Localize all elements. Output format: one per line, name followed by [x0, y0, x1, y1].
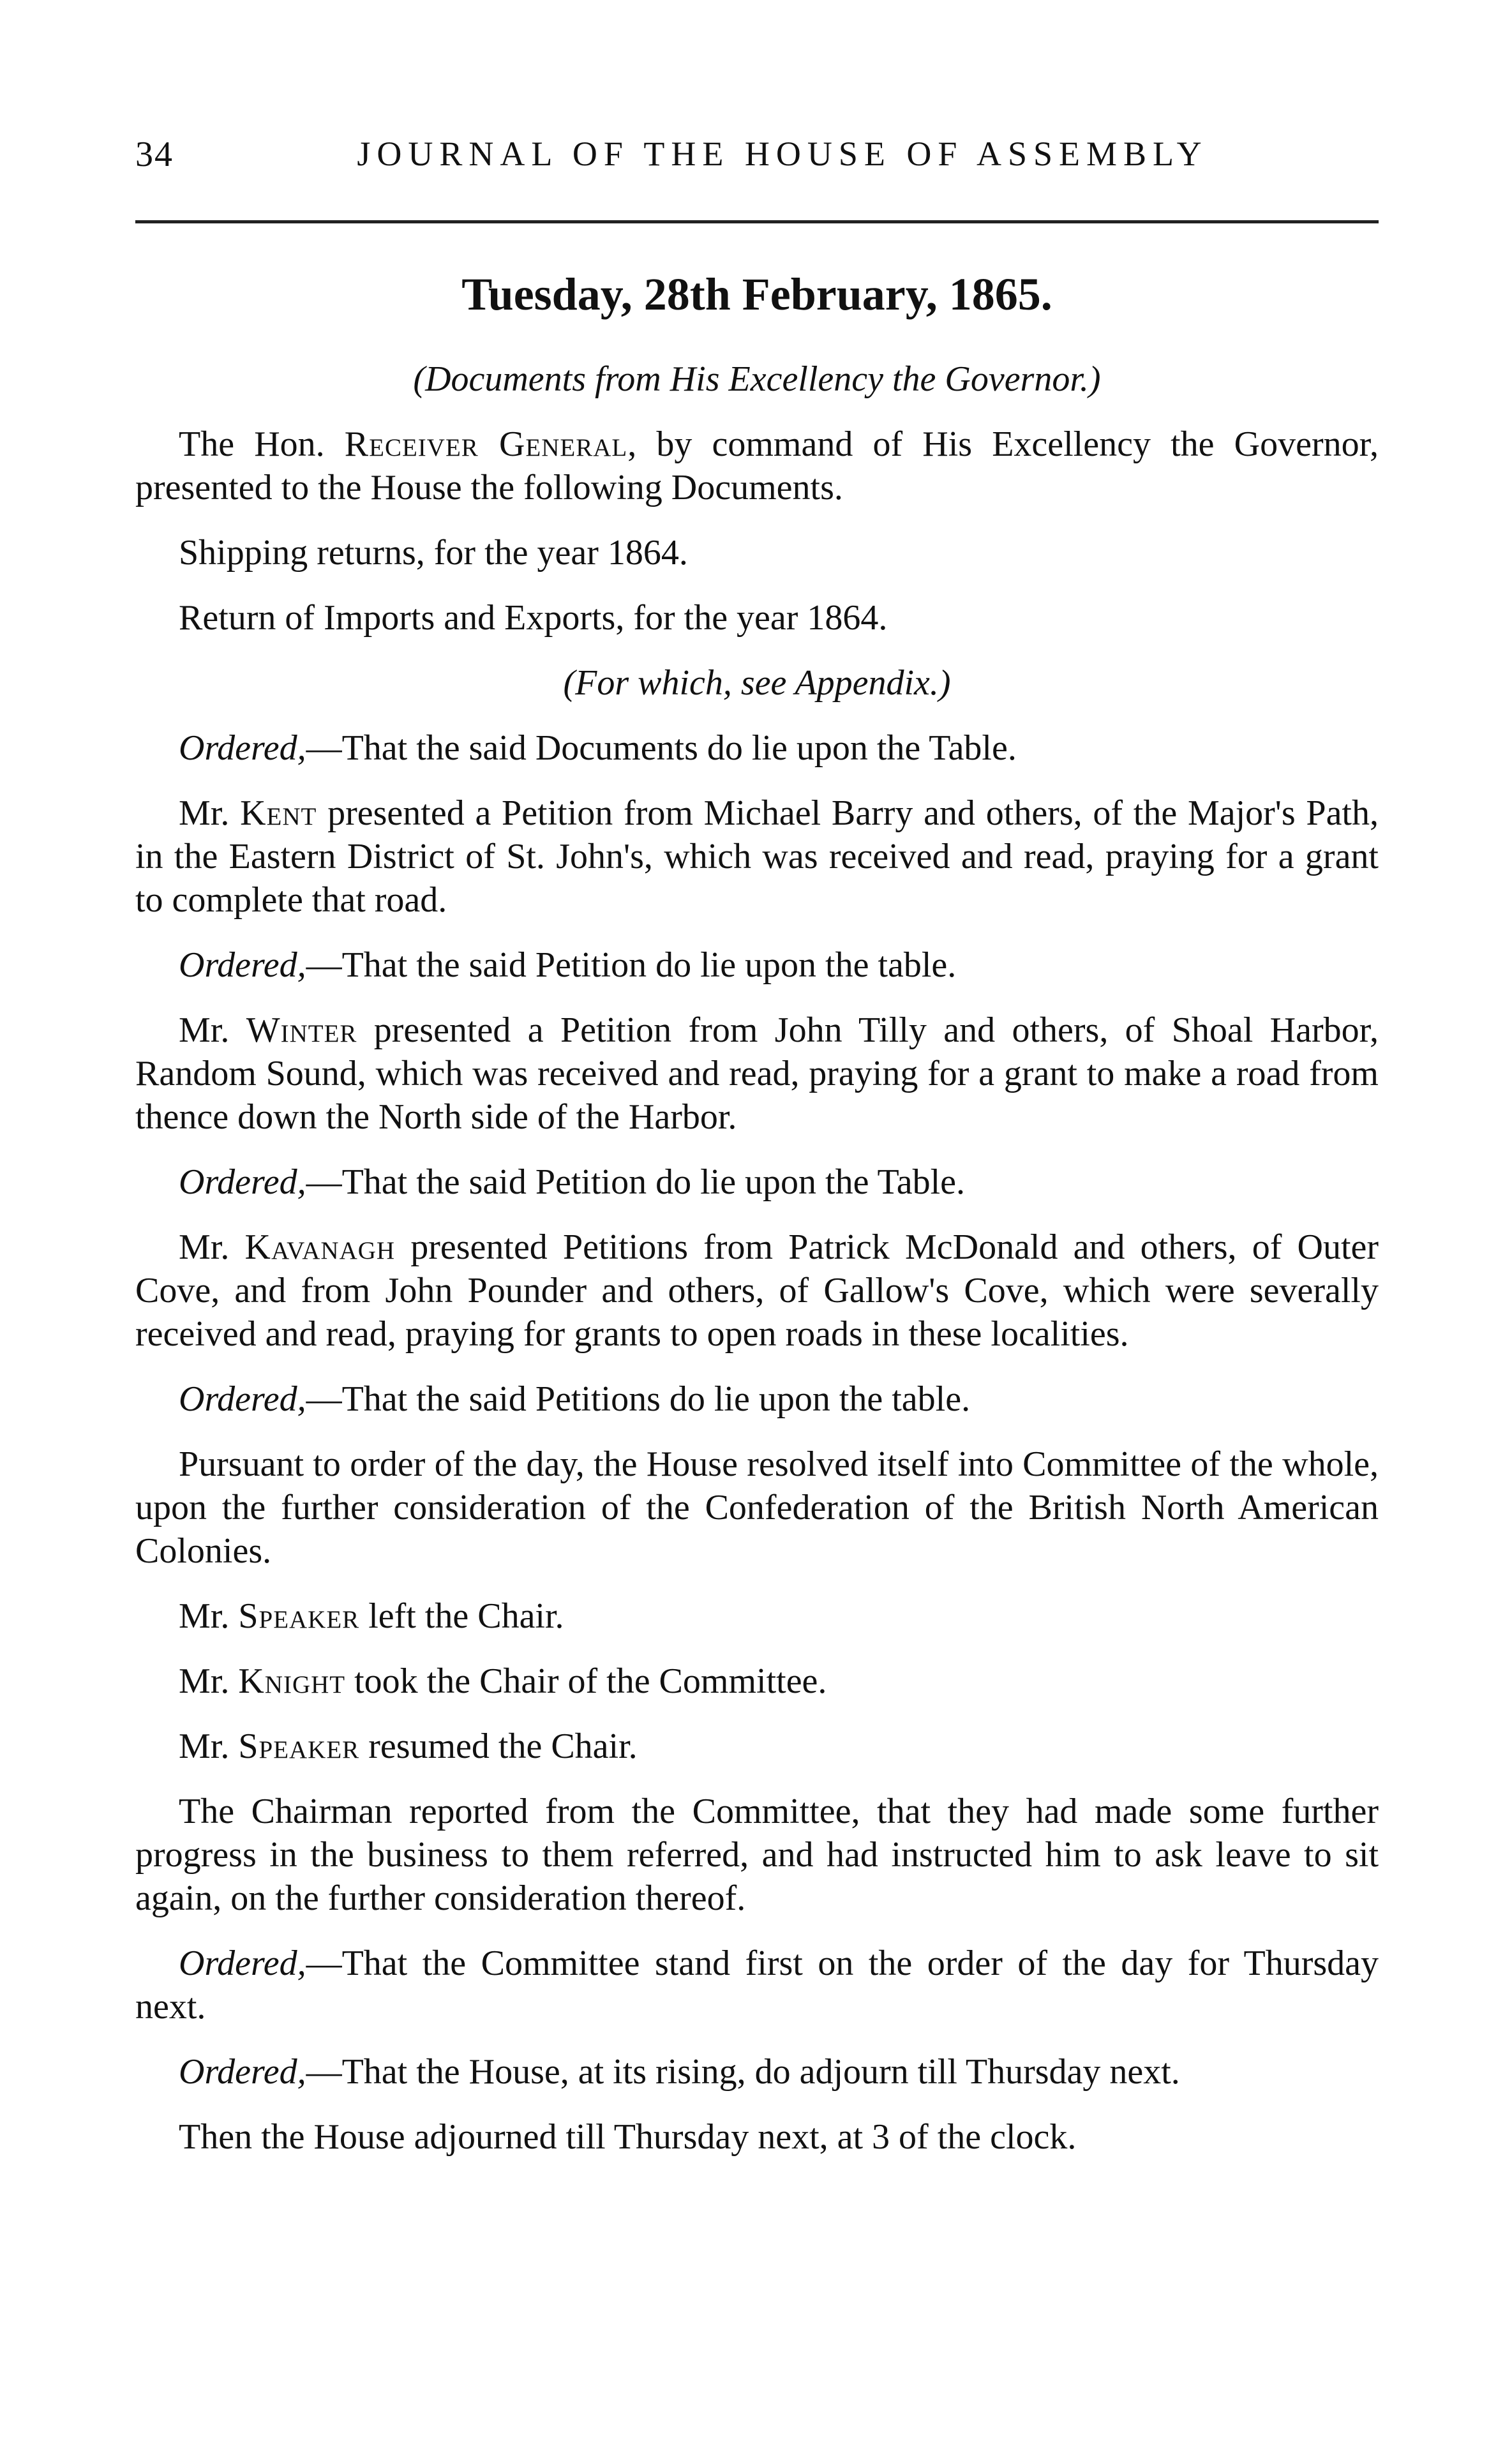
paragraph-text: —That the said Petition do lie upon the Table.	[306, 1162, 966, 1202]
paragraph-text: presented a Petition from Michael Barry and others, of the Major's Path, in the Eastern District of St. John's, which was received and read, praying for a grant to complete that road.	[135, 793, 1379, 920]
ordered-label: Ordered,	[179, 945, 306, 985]
paragraph-text: Mr.	[179, 1727, 239, 1766]
paragraph-text: resumed the Chair.	[359, 1727, 638, 1766]
paragraph-text: presented Petitions from Patrick McDonald and others, of Outer Cove, and from John Pounder and others, of Gallow's Cove, which were severally received and read, praying for grants to open roads in these localities.	[135, 1227, 1379, 1354]
paragraph-text: took the Chair of the Committee.	[345, 1661, 827, 1701]
paragraph	[135, 2115, 1379, 2159]
member-name: Speaker	[238, 1596, 360, 1636]
paragraph	[135, 943, 1379, 987]
member-name: Speaker	[238, 1727, 360, 1766]
paragraph	[135, 1790, 1379, 1920]
paragraph	[135, 1377, 1379, 1421]
paragraph	[135, 1160, 1379, 1204]
paragraph	[135, 423, 1379, 509]
ordered-label: Ordered,	[179, 1162, 306, 1202]
paragraph	[135, 531, 1379, 574]
paragraph-text: Mr.	[179, 1227, 245, 1267]
member-name: Knight	[238, 1661, 346, 1701]
centered-note: (Documents from His Excellency the Governor.)	[413, 359, 1101, 399]
journal-body	[135, 357, 1379, 2180]
date-heading: Tuesday, 28th February, 1865.	[461, 269, 1052, 320]
page-header	[135, 134, 1379, 185]
paragraph-text: Mr.	[179, 1596, 239, 1636]
paragraph-text: —That the said Petition do lie upon the table.	[306, 945, 957, 985]
paragraph-text: Then the House adjourned till Thursday next, at 3 of the clock.	[179, 2117, 1077, 2157]
centered-note: (For which, see Appendix.)	[563, 663, 951, 703]
paragraph-text: left the Chair.	[359, 1596, 564, 1636]
ordered-label: Ordered,	[179, 1944, 306, 1983]
paragraph-text: Shipping returns, for the year 1864.	[179, 533, 688, 573]
paragraph	[135, 1725, 1379, 1768]
paragraph	[135, 1008, 1379, 1139]
paragraph-text: presented a Petition from John Tilly and others, of Shoal Harbor, Random Sound, which was received and read, praying for a grant to make a road from thence down the North side of the Harbor.	[135, 1010, 1379, 1137]
paragraph-text: —That the said Petitions do lie upon the table.	[306, 1379, 971, 1419]
paragraph-text: —That the Committee stand first on the order of the day for Thursday next.	[135, 1944, 1379, 2027]
paragraph-text: Mr.	[179, 1661, 239, 1701]
member-name: Kent	[240, 793, 317, 833]
ordered-label: Ordered,	[179, 728, 306, 768]
paragraph	[135, 1226, 1379, 1356]
paragraph-text: —That the said Documents do lie upon the Table.	[306, 728, 1017, 768]
paragraph	[135, 1594, 1379, 1638]
member-name: Receiver General	[344, 424, 628, 464]
paragraph	[135, 726, 1379, 770]
paragraph	[135, 596, 1379, 640]
paragraph	[135, 1443, 1379, 1573]
ordered-label: Ordered,	[179, 1379, 306, 1419]
page-number: 34	[135, 135, 174, 174]
paragraph-text: Return of Imports and Exports, for the year 1864.	[179, 598, 888, 638]
header-rule	[135, 220, 1379, 223]
paragraph	[135, 1660, 1379, 1703]
paragraph-text: , by command of His Excellency the Governor, presented to the House the following Documents.	[135, 424, 1379, 507]
member-name: Winter	[246, 1010, 357, 1050]
ordered-label: Ordered,	[179, 2052, 306, 2092]
paragraph	[135, 2050, 1379, 2094]
paragraph	[135, 791, 1379, 922]
paragraph-text: The Hon.	[179, 424, 345, 464]
paragraph-text: The Chairman reported from the Committee, that they had made some further progress in the business to them referred, and had instructed him to ask leave to sit again, on the further consideration thereof.	[135, 1792, 1379, 1918]
paragraph	[135, 1942, 1379, 2028]
paragraph-text: Mr.	[179, 793, 241, 833]
paragraph-text: Pursuant to order of the day, the House resolved itself into Committee of the whole, upon the further consideration of the Confederation of the British North American Colonies.	[135, 1444, 1379, 1571]
member-name: Kavanagh	[244, 1227, 396, 1267]
paragraph-text: Mr.	[179, 1010, 246, 1050]
running-title: JOURNAL OF THE HOUSE OF ASSEMBLY	[357, 135, 1208, 173]
paragraph-text: —That the House, at its rising, do adjourn till Thursday next.	[306, 2052, 1180, 2092]
